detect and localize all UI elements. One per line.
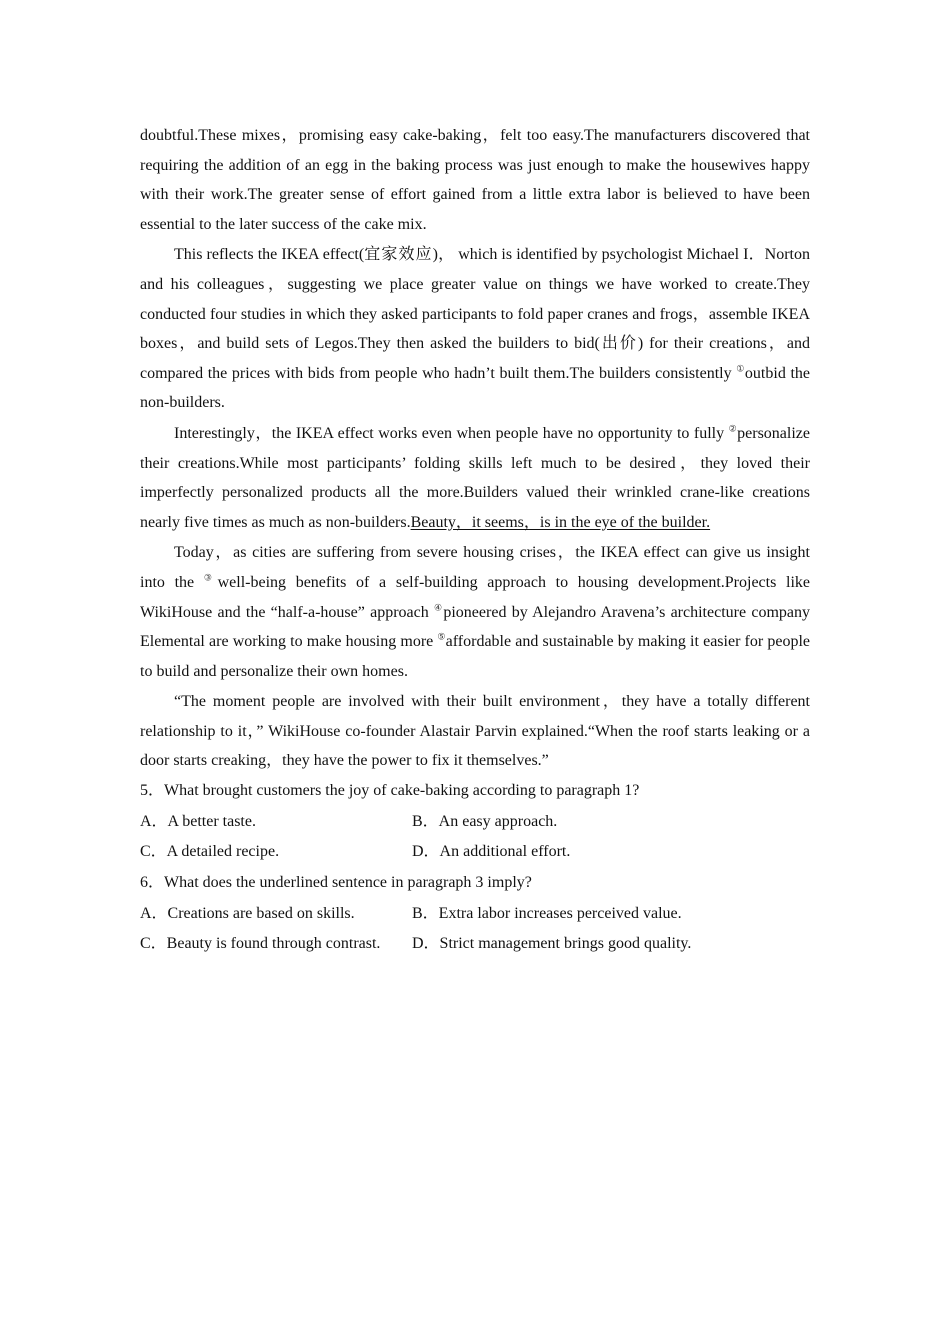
annotation-marker-1: ① [736, 363, 745, 374]
p2-text-c: ) for their creations，and compared the prices with bids from people who hadn’t built them.The builders consistently [140, 335, 810, 382]
annotation-marker-4: ④ [434, 602, 444, 613]
p2-chinese-gloss-1: 宜家效应 [364, 246, 433, 264]
annotation-marker-5: ⑤ [437, 631, 446, 642]
option-row [140, 837, 810, 868]
question-stem: 5．What brought customers the joy of cake-baking according to paragraph 1? [140, 782, 640, 800]
option-row [140, 929, 810, 960]
option-row [140, 807, 810, 838]
paragraph-2 [140, 240, 810, 418]
paragraph-4 [140, 538, 810, 686]
p4-text-a: Today，as cities are suffering from severe housing crises，the IKEA effect can give us insight into the [140, 544, 810, 591]
p4-text-b: well-being benefits of a self-building approach to housing development.Projects like WikiHouse and the “half-a-house” approach [140, 573, 810, 621]
option-b[interactable]: B．Extra labor increases perceived value. [412, 904, 682, 922]
p3-text-a: Interestingly，the IKEA effect works even when people have no opportunity to fully [174, 424, 729, 442]
p4-text-c: pioneered by Alejandro Aravena’s architecture company Elemental are working to make housing more [140, 603, 810, 651]
paragraph-3 [140, 419, 810, 537]
paragraph-5: “The moment people are involved with their built environment，they have a totally different relationship to it，” WikiHouse co-founder Alastair Parvin explained.“When the roof starts leaking or a door starts creaking，they have the power to fix it themselves.” [140, 693, 810, 770]
p2-text-d: outbid the non-builders. [140, 364, 810, 412]
option-a[interactable]: A．Creations are based on skills. [140, 904, 355, 922]
option-d[interactable]: D．Strict management brings good quality. [412, 935, 692, 953]
paragraph-1: doubtful.These mixes，promising easy cake-baking，felt too easy.The manufacturers discovered that requiring the addition of an egg in the baking process was just enough to make the housewives happy with their work.The greater sense of effort gained from a little extra labor is believed to have been essential to the later success of the cake mix. [140, 127, 810, 233]
underlined-sentence: Beauty，it seems，is in the eye of the builder. [410, 513, 711, 531]
option-c[interactable]: C．Beauty is found through contrast. [140, 935, 381, 953]
annotation-marker-3: ③ [203, 572, 218, 583]
p2-text-a: This reflects the IKEA effect( [174, 246, 365, 264]
option-c[interactable]: C．A detailed recipe. [140, 843, 280, 861]
p2-text-b: )， which is identified by psychologist Michael I．Norton and his colleagues，suggesting we place greater value on things we have worked to create.They conducted four studies in which they asked participants to fold paper cranes and frogs，assemble IKEA boxes，and build sets of Legos.They then asked the builders to bid( [140, 246, 811, 353]
option-d[interactable]: D．An additional effort. [412, 843, 571, 861]
option-a[interactable]: A．A better taste. [140, 812, 256, 830]
option-b[interactable]: B．An easy approach. [412, 812, 558, 830]
p2-chinese-gloss-2: 出价 [599, 335, 638, 353]
option-row [140, 899, 810, 930]
p3-text-b: personalize their creations.While most participants’ folding skills left much to be desired，they loved their imperfectly personalized products all the more.Builders valued their wrinkled crane-like creations nearly five times as much as non-builders. [140, 424, 810, 531]
question-6 [140, 868, 810, 960]
p4-text-d: affordable and sustainable by making it easier for people to build and personalize their own homes. [140, 633, 810, 680]
reading-passage [140, 121, 810, 960]
question-5 [140, 776, 810, 868]
annotation-marker-2: ② [728, 423, 738, 434]
question-stem: 6．What does the underlined sentence in paragraph 3 imply? [140, 874, 532, 892]
